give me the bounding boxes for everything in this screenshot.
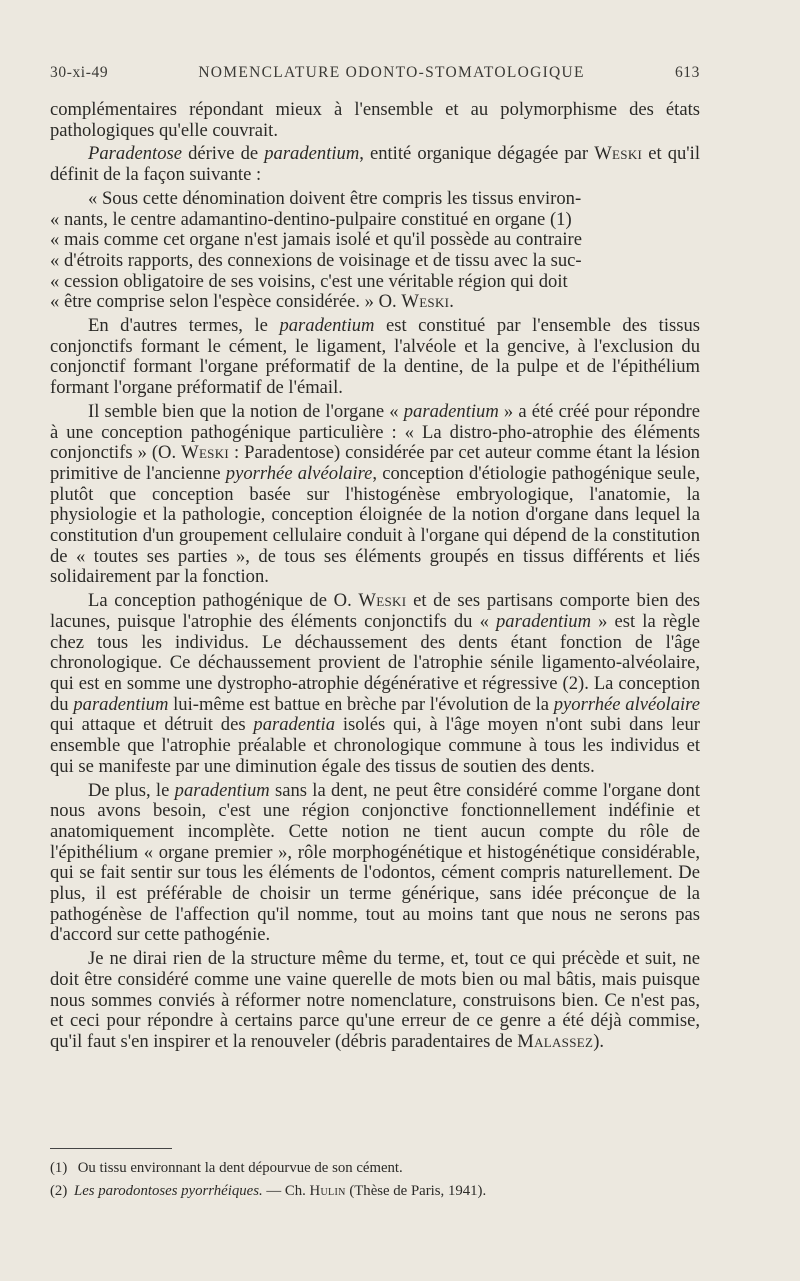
footnote-text: Ou tissu environnant la dent dépourvue de son cément.: [77, 1160, 403, 1176]
quote-line: « nants, le centre adamantino-dentino-pulpaire constitué en organe (1): [50, 208, 572, 230]
text-run: isolés qui, à l'âge moyen n'ont subi dans leur ensemble que l'atrophie préalable et chronologique commune à tous les individus et qui se manifeste par une diminution égale des tissus de soutien des dents.: [50, 714, 700, 777]
text-run: et de ses partisans comporte bien des lacunes, puisque l'atrophie des éléments conjonctifs du «: [50, 590, 700, 632]
text-run: , conception d'étiologie pathogénique seule, plutôt que conception basée sur l'histogénèse embryologique, l'anatomie, la physiologie et la pathologie, conception éloignée de la notion d'organe dans lequel la constitution d'un groupement cellulaire conduit à l'organe qui dépend de la constitution de « toutes ses parties », de tous ses éléments groupés en tissus différents et liés solidairement par la fonction.: [50, 462, 700, 588]
body-text: [50, 100, 700, 1056]
text-run: sans la dent, ne peut être considéré comme l'organe dont nous avons besoin, c'est une région conjonctive fonctionnellement indéfinie et anatomiquement incomplète. Cette notion ne tient aucun compte du rôle de l'épithélium « organe premier », rôle morphogénétique et histogénétique considérable, qui se fait sentir sur tous les éléments de l'odontos, cément compris naturellement. De plus, il est préférable de choisir un terme générique, sans idée préconçue de la pathogénèse de l'affection qu'il nomme, tout au moins tant que nous ne serons pas d'accord sur cette pathogénie.: [50, 779, 700, 946]
text-run: La conception pathogénique de O.: [88, 590, 359, 612]
text-run: » est la règle chez tous les individus. Le déchaussement des dents étant fonction de l'âge chronologique. Ce déchaussement provient de l'atrophie sénile ligamento-alvéolaire, qui est en somme une dystropho-atrophie dégénérative et régressive (2). La conception du: [50, 610, 701, 715]
footnote-2: [50, 1180, 700, 1203]
text-run: » a été créé pour répondre à une conception pathogénique particulière : « La distro-pho-atrophie des éléments conjonctifs » (O.: [50, 400, 700, 464]
quote-line: « d'étroits rapports, des connexions de voisinage et de tissu avec la suc-: [50, 249, 582, 271]
italic-term: paradentium: [73, 693, 169, 715]
footnote-sep: — Ch.: [262, 1183, 310, 1199]
footnote-tail: (Thèse de Paris, 1941).: [345, 1183, 487, 1199]
author-name: Malassez: [517, 1030, 594, 1052]
italic-term: pyorrhée alvéolaire: [553, 693, 700, 715]
paragraph: [50, 144, 700, 185]
header-date: 30-xi-49: [50, 64, 109, 81]
quote-text: « être comprise selon l'espèce considérée. » O.: [50, 291, 402, 313]
paragraph: [50, 100, 700, 141]
quote-author: Weski: [401, 291, 450, 313]
weski-quote: [50, 189, 700, 313]
footnote-rule: [50, 1148, 172, 1149]
footnote-number: (1): [50, 1160, 68, 1176]
quote-end: .: [449, 291, 454, 313]
footnotes: [50, 1157, 700, 1203]
italic-term: pyorrhée alvéolaire: [225, 462, 373, 484]
text-run: lui-même est battue en brèche par l'évolution de la: [168, 693, 554, 715]
italic-term: paradentium: [495, 610, 592, 632]
running-header: [50, 64, 700, 82]
quote-line: « mais comme cet organe n'est jamais isolé et qu'il possède au contraire: [50, 229, 582, 251]
paragraph: [50, 949, 700, 1053]
quote-line: « Sous cette dénomination doivent être compris les tissus environ-: [88, 187, 582, 209]
text-run: En d'autres termes, le: [88, 315, 280, 337]
page-number: 613: [674, 64, 700, 81]
author-name: Weski: [358, 590, 407, 612]
footnote-number: (2): [50, 1183, 68, 1199]
text-run: et qu'il définit de la façon suivante :: [50, 143, 700, 186]
text-run: complémentaires répondant mieux à l'ensemble et au polymorphisme des états pathologiques qu'elle couvrait.: [50, 99, 700, 141]
italic-term: paradentium: [174, 779, 270, 801]
footnote-author: Hulin: [309, 1183, 346, 1199]
italic-term: paradentium: [279, 315, 375, 337]
italic-term: paradentia: [253, 714, 336, 736]
footnote-1: [50, 1157, 700, 1180]
text-run: qui attaque et détruit des: [50, 714, 254, 736]
paragraph: [50, 316, 700, 399]
paragraph: [50, 781, 700, 947]
italic-term: Paradentose: [88, 143, 182, 165]
text-run: Je ne dirai rien de la structure même du terme, et, tout ce qui précède et suit, ne doit être considéré comme une vaine querelle de mots bien ou mal bâtis, mais puisque nous sommes conviés à réformer notre nomenclature, construisons bien. Ce n'est pas, et ceci pour répondre à certains parce qu'une erreur de ce genre a été déjà commise, qu'il faut s'en inspirer et la renouveler (débris paradentaires de: [50, 948, 700, 1052]
text-run: dérive de: [182, 143, 265, 165]
italic-term: paradentium: [403, 400, 499, 422]
text-run: , entité organique dégagée par: [359, 143, 595, 165]
text-run: : Paradentose) considérée par cet auteur comme étant la lésion primitive de l'ancienne: [50, 442, 700, 484]
text-run: ).: [593, 1030, 605, 1052]
paragraph: [50, 402, 700, 588]
quote-line: [50, 292, 700, 313]
text-run: est constitué par l'ensemble des tissus conjonctifs formant le cément, le ligament, l'alvéole et la gencive, à l'exclusion du conjonctif formant l'organe préformatif de la dentine, de la pulpe et de l'épithélium formant l'organe préformatif de l'émail.: [50, 315, 701, 399]
footnote-title: Les parodontoses pyorrhéiques.: [74, 1183, 263, 1199]
paragraph: [50, 591, 700, 777]
header-title: NOMENCLATURE ODONTO-STOMATOLOGIQUE: [198, 64, 585, 81]
author-name: Weski: [594, 143, 643, 165]
text-run: De plus, le: [88, 779, 175, 801]
quote-line: « cession obligatoire de ses voisins, c'est une véritable région qui doit: [50, 270, 568, 292]
italic-term: paradentium: [264, 143, 360, 165]
author-name: Weski: [181, 442, 230, 464]
text-run: Il semble bien que la notion de l'organe «: [88, 400, 404, 422]
